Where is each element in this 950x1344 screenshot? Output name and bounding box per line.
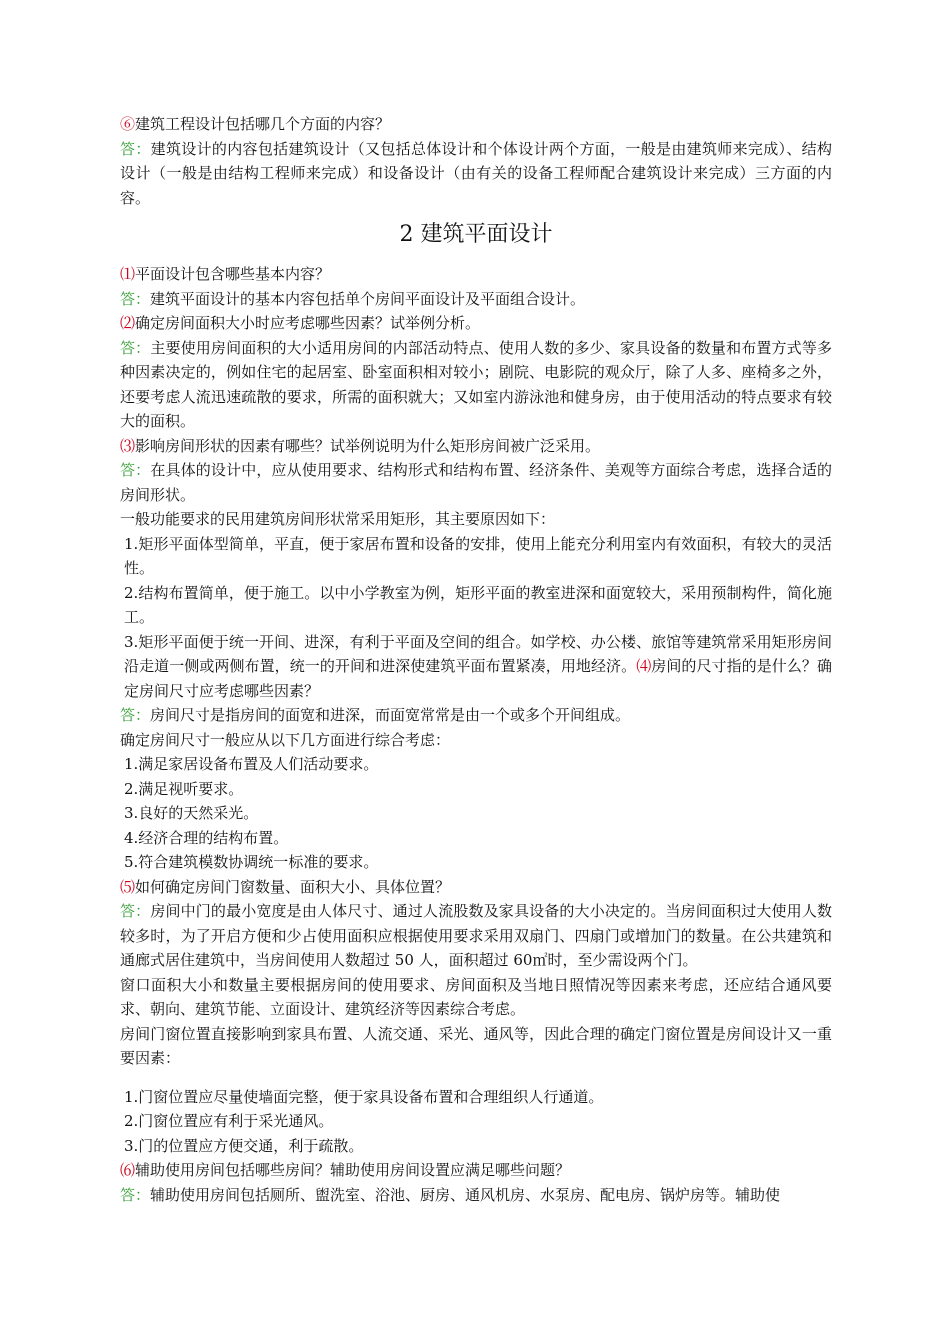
list-item-text: 3.矩形平面便于统一开间、进深，有利于平面及空间的组合。如学校、办公楼、旅馆等建筑常采用矩形房间沿走道一侧或两侧布置，统一的开间和进深使建筑平面布置紧凑，用地经济。 <box>124 632 832 675</box>
document-page <box>120 112 832 1207</box>
answer-label: 答： <box>120 139 151 158</box>
list-item: 3.良好的天然采光。 <box>124 804 259 822</box>
answer-q4 <box>120 703 832 728</box>
question-q6 <box>120 1158 832 1183</box>
question-text: 辅助使用房间包括哪些房间？辅助使用房间设置应满足哪些问题？ <box>135 1161 571 1179</box>
question-number: ⑶ <box>120 436 136 455</box>
answer-text: 辅助使用房间包括厕所、盥洗室、浴池、厨房、通风机房、水泵房、配电房、锅炉房等。辅助使 <box>150 1185 781 1204</box>
paragraph: 房间门窗位置直接影响到家具布置、人流交通、采光、通风等，因此合理的确定门窗位置是房间设计又一重要因素： <box>120 1024 832 1067</box>
question-number: ⑹ <box>120 1161 136 1179</box>
question-text: 房间的尺寸指的是什么？确定房间尺寸应考虑哪些因素？ <box>124 657 832 700</box>
question-q5 <box>120 875 832 900</box>
list-item: 1.门窗位置应尽量使墙面完整，便于家具设备布置和合理组织人行通道。 <box>124 1087 604 1106</box>
spacer <box>120 1071 832 1085</box>
list-item: 2.结构布置简单，便于施工。以中小学教室为例，矩形平面的教室进深和面宽较大，采用预制构件，简化施工。 <box>124 583 832 626</box>
question-text: 确定房间面积大小时应考虑哪些因素？试举例分析。 <box>135 314 481 332</box>
answer-q2 <box>120 336 832 434</box>
answer-label: 答： <box>120 338 151 357</box>
answer-label: 答： <box>120 706 151 724</box>
list-item <box>120 630 832 704</box>
question-number: ⑷ <box>636 657 652 675</box>
answer-text: 建筑设计的内容包括建筑设计（又包括总体设计和个体设计两个方面，一般是由建筑师来完成）、结构设计（一般是由结构工程师来完成）和设备设计（由有关的设备工程师配合建筑设计来完成）三方面的内容。 <box>120 139 832 207</box>
answer-q5 <box>120 899 832 973</box>
question-s1-q6 <box>120 112 832 137</box>
question-text: 如何确定房间门窗数量、面积大小、具体位置？ <box>135 877 451 896</box>
list-item: 3.门的位置应方便交通，利于疏散。 <box>124 1136 364 1155</box>
paragraph: 窗口面积大小和数量主要根据房间的使用要求、房间面积及当地日照情况等因素来考虑，还应结合通风要求、朝向、建筑节能、立面设计、建筑经济等因素综合考虑。 <box>120 975 832 1018</box>
answer-label: 答： <box>120 289 151 308</box>
list-item: 4.经济合理的结构布置。 <box>124 828 289 847</box>
paragraph: 确定房间尺寸一般应从以下几方面进行综合考虑： <box>120 730 451 749</box>
answer-label: 答： <box>120 902 151 920</box>
answer-label: 答： <box>120 1185 151 1204</box>
list-item: 2.满足视听要求。 <box>124 779 244 798</box>
section-title: 2 建筑平面设计 <box>399 222 553 247</box>
answer-text: 房间中门的最小宽度是由人体尺寸、通过人流股数及家具设备的大小决定的。当房间面积过大使用人数较多时，为了开启方便和少占使用面积应根据使用要求采用双扇门、四扇门或增加门的数量。在公共建筑和通廊式居住建筑中，当房间使用人数超过 50 人，面积超过 60㎡时，至少需设两个门。 <box>120 902 832 969</box>
answer-text: 在具体的设计中，应从使用要求、结构形式和结构布置、经济条件、美观等方面综合考虑，选择合适的房间形状。 <box>120 461 832 504</box>
answer-q1 <box>120 287 832 312</box>
paragraph: 一般功能要求的民用建筑房间形状常采用矩形，其主要原因如下： <box>120 510 556 528</box>
question-number: ⑥ <box>120 115 136 133</box>
question-number: ⑴ <box>120 265 136 283</box>
question-text: 影响房间形状的因素有哪些？试举例说明为什么矩形房间被广泛采用。 <box>135 436 601 455</box>
list-item: 2.门窗位置应有利于采光通风。 <box>124 1112 334 1130</box>
list-item: 1.满足家居设备布置及人们活动要求。 <box>124 755 379 773</box>
answer-text: 建筑平面设计的基本内容包括单个房间平面设计及平面组合设计。 <box>150 289 586 308</box>
question-number: ⑵ <box>120 314 136 332</box>
answer-label: 答： <box>120 461 151 479</box>
list-item: 5.符合建筑模数协调统一标准的要求。 <box>124 853 379 871</box>
question-q1 <box>120 262 832 287</box>
question-text: 建筑工程设计包括哪几个方面的内容？ <box>135 115 391 133</box>
answer-text: 主要使用房间面积的大小适用房间的内部活动特点、使用人数的多少、家具设备的数量和布置方式等多种因素决定的，例如住宅的起居室、卧室面积相对较小；剧院、电影院的观众厅，除了人多、座椅多之外，还要考虑人流迅速疏散的要求，所需的面积就大；又如室内游泳池和健身房，由于使用活动的特点要求有较大的面积。 <box>120 338 832 430</box>
question-q2 <box>120 311 832 336</box>
question-q3 <box>120 434 832 459</box>
answer-q6 <box>120 1183 832 1208</box>
question-text: 平面设计包含哪些基本内容？ <box>135 265 331 283</box>
list-item: 1.矩形平面体型简单，平直，便于家居布置和设备的安排，使用上能充分利用室内有效面积，有较大的灵活性。 <box>124 534 832 577</box>
answer-q3 <box>120 458 832 507</box>
question-number: ⑸ <box>120 877 136 896</box>
answer-text: 房间尺寸是指房间的面宽和进深，而面宽常常是由一个或多个开间组成。 <box>150 706 631 724</box>
answer-s1-q6 <box>120 137 832 211</box>
